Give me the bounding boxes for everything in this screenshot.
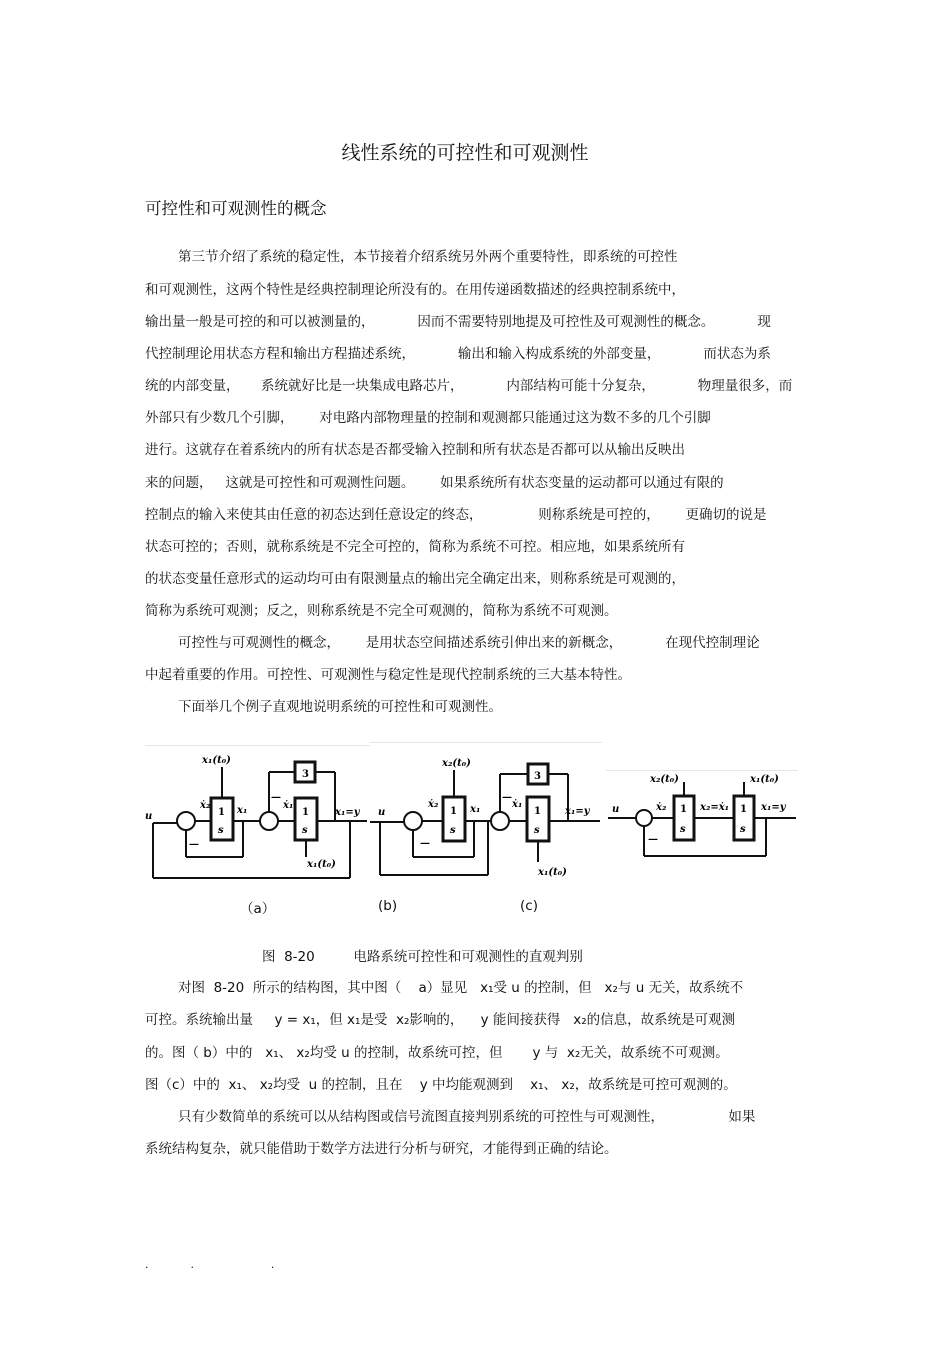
block-1-numerator: 1 [218, 807, 225, 818]
x2-equals-x1dot-label: x₂=ẋ₁ [700, 802, 730, 813]
block-1-numerator: 1 [450, 806, 457, 817]
paragraph-line: 统的内部变量， 系统就好比是一块集成电路芯片， 内部结构可能十分复杂， 物理量很多，而 [145, 378, 793, 394]
x2dot-label: ẋ₂ [656, 802, 667, 813]
block-1-denominator: s [218, 825, 224, 836]
x2t0-label: x₂(t₀) [442, 758, 471, 769]
minus-sign: — [189, 839, 199, 850]
paragraph-line: 进行。这就存在着系统内的所有状态是否都受输入控制和所有状态是否都可以从输出反映出 [145, 442, 685, 458]
x2dot-label: ẋ₂ [200, 800, 211, 811]
paragraph-line: 系统结构复杂，就只能借助于数学方法进行分析与研究，才能得到正确的结论。 [145, 1141, 618, 1157]
x1dot-label: ẋ₁ [283, 800, 294, 811]
paragraph-line: 控制点的输入来使其由任意的初态达到任意设定的终态， 则称系统是可控的， 更确切的说是 [145, 507, 767, 523]
figure-title: 图 8-20 电路系统可控性和可观测性的直观判别 [262, 949, 583, 965]
paragraph-line: 代控制理论用状态方程和输出方程描述系统， 输出和输入构成系统的外部变量， 而状态为系 [145, 346, 771, 362]
paragraph-line: 的状态变量任意形式的运动均可由有限测量点的输出完全确定出来，则称系统是可观测的， [145, 571, 685, 587]
paragraph-line: 的。图（ b）中的 x₁、 x₂均受 u 的控制，故系统可控，但 y 与 x₂无关，故系统不可观测。 [145, 1045, 729, 1061]
figure-a [145, 745, 370, 882]
x1dot-label: ẋ₁ [512, 799, 523, 810]
paragraph-line: 中起着重要的作用。可控性、可观测性与稳定性是现代控制系统的三大基本特性。 [145, 667, 631, 683]
figure-c [606, 770, 798, 862]
caption-a: （a） [240, 901, 276, 917]
block-2-numerator: 1 [302, 807, 309, 818]
minus-sign: — [271, 792, 281, 803]
paragraph-line: 对图 8-20 所示的结构图，其中图（ a）显见 x₁受 u 的控制，但 x₂与 u 无关，故系统不 [178, 980, 744, 996]
block-2-denominator: s [302, 825, 308, 836]
paragraph-line: 下面举几个例子直观地说明系统的可控性和可观测性。 [178, 699, 502, 715]
x1t0-label-bottom: x₁(t₀) [307, 859, 336, 870]
paragraph-line: 只有少数简单的系统可以从结构图或信号流图直接判别系统的可控性与可观测性， 如果 [178, 1109, 756, 1125]
paragraph-line: 外部只有少数几个引脚， 对电路内部物理量的控制和观测都只能通过这为数不多的几个引脚 [145, 410, 711, 426]
paragraph-line: 状态可控的；否则，就称系统是不完全可控的，简称为系统不可控。相应地，如果系统所有 [145, 539, 685, 555]
input-u-label: u [145, 811, 153, 822]
paragraph-line: 和可观测性，这两个特性是经典控制理论所没有的。在用传递函数描述的经典控制系统中， [145, 282, 685, 298]
block-1-numerator: 1 [680, 804, 687, 815]
paragraph-line: 第三节介绍了系统的稳定性，本节接着介绍系统另外两个重要特性，即系统的可控性 [178, 249, 678, 265]
figure-b [370, 742, 602, 884]
caption-c: (c) [520, 898, 538, 914]
x1-label: x₁ [470, 804, 481, 815]
footer-dots: . . . [145, 1258, 275, 1271]
output-label: x₁=y [761, 802, 786, 813]
x1-label: x₁ [237, 805, 248, 816]
paragraph-line: 可控性与可观测性的概念， 是用状态空间描述系统引伸出来的新概念， 在现代控制理论 [178, 635, 760, 651]
minus-sign: — [648, 834, 658, 845]
x1t0-label: x₁(t₀) [538, 867, 567, 878]
paragraph-line: 简称为系统可观测；反之，则称系统是不完全可观测的，简称为系统不可观测。 [145, 603, 618, 619]
paragraph-line: 可控。系统输出量 y = x₁，但 x₁是受 x₂影响的， y 能间接获得 x₂的信息，故系统是可观测 [145, 1012, 736, 1028]
minus-sign: — [420, 838, 430, 849]
feedback-gain-label: 3 [534, 771, 541, 782]
input-u-label: u [378, 807, 386, 818]
block-2-numerator: 1 [740, 804, 747, 815]
paragraph-line: 图（c）中的 x₁、 x₂均受 u 的控制，且在 y 中均能观测到 x₁、 x₂，故系统是可控可观测的。 [145, 1077, 737, 1093]
block-1-denominator: s [680, 824, 686, 835]
section-heading: 可控性和可观测性的概念 [145, 199, 327, 218]
feedback-gain-label: 3 [302, 769, 309, 780]
x1t0-label: x₁(t₀) [750, 774, 779, 785]
minus-sign: — [502, 792, 512, 803]
paragraph-line: 来的问题， 这就是可控性和可观测性问题。 如果系统所有状态变量的运动都可以通过有限的 [145, 475, 724, 491]
page-title: 线性系统的可控性和可观测性 [341, 142, 589, 164]
block-2-denominator: s [740, 824, 746, 835]
output-label: x₁=y [335, 807, 360, 818]
block-1-denominator: s [450, 825, 456, 836]
output-label: x₁=y [565, 806, 590, 817]
x1t0-label: x₁(t₀) [202, 755, 231, 766]
block-2-denominator: s [534, 825, 540, 836]
x2dot-label: ẋ₂ [428, 799, 439, 810]
paragraph-line: 输出量一般是可控的和可以被测量的， 因而不需要特别地提及可控性及可观测性的概念。 现 [145, 314, 771, 330]
caption-b: (b) [378, 898, 398, 914]
block-2-numerator: 1 [534, 806, 541, 817]
x2t0-label: x₂(t₀) [650, 774, 679, 785]
input-u-label: u [612, 804, 620, 815]
